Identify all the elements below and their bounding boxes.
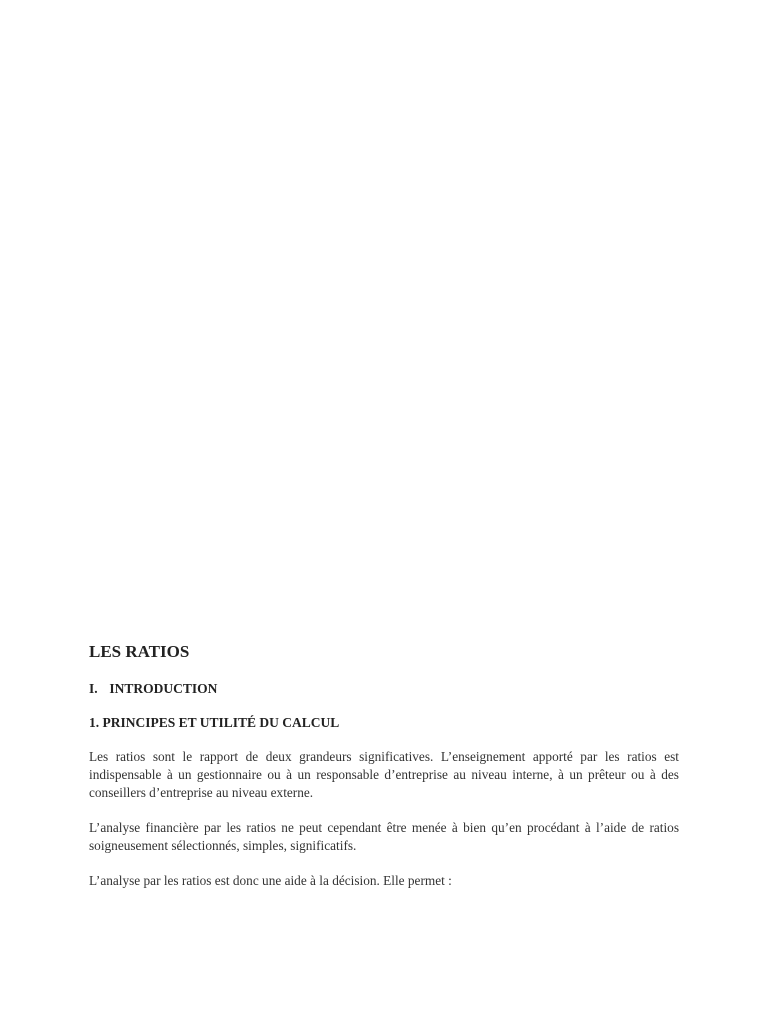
document-title: LES RATIOS xyxy=(89,642,190,661)
section-heading xyxy=(89,680,679,698)
section-label: INTRODUCTION xyxy=(109,681,218,696)
paragraph: L’analyse par les ratios est donc une aide à la décision. Elle permet : xyxy=(89,873,452,888)
paragraph: L’analyse financière par les ratios ne peut cependant être menée à bien qu’en procédant à l’aide de ratios soigneusement sélectionnés, simples, significatifs. xyxy=(89,820,679,853)
subsection-heading: 1. PRINCIPES ET UTILITÉ DU CALCUL xyxy=(89,715,340,730)
section-number: I. xyxy=(89,681,98,696)
paragraph: Les ratios sont le rapport de deux grandeurs significatives. L’enseignement apporté par les ratios est indispensable à un gestionnaire ou à un responsable d’entreprise au niveau interne, à un prêteur ou à des conseillers d’entreprise au niveau externe. xyxy=(89,749,679,800)
document-content xyxy=(89,640,679,907)
